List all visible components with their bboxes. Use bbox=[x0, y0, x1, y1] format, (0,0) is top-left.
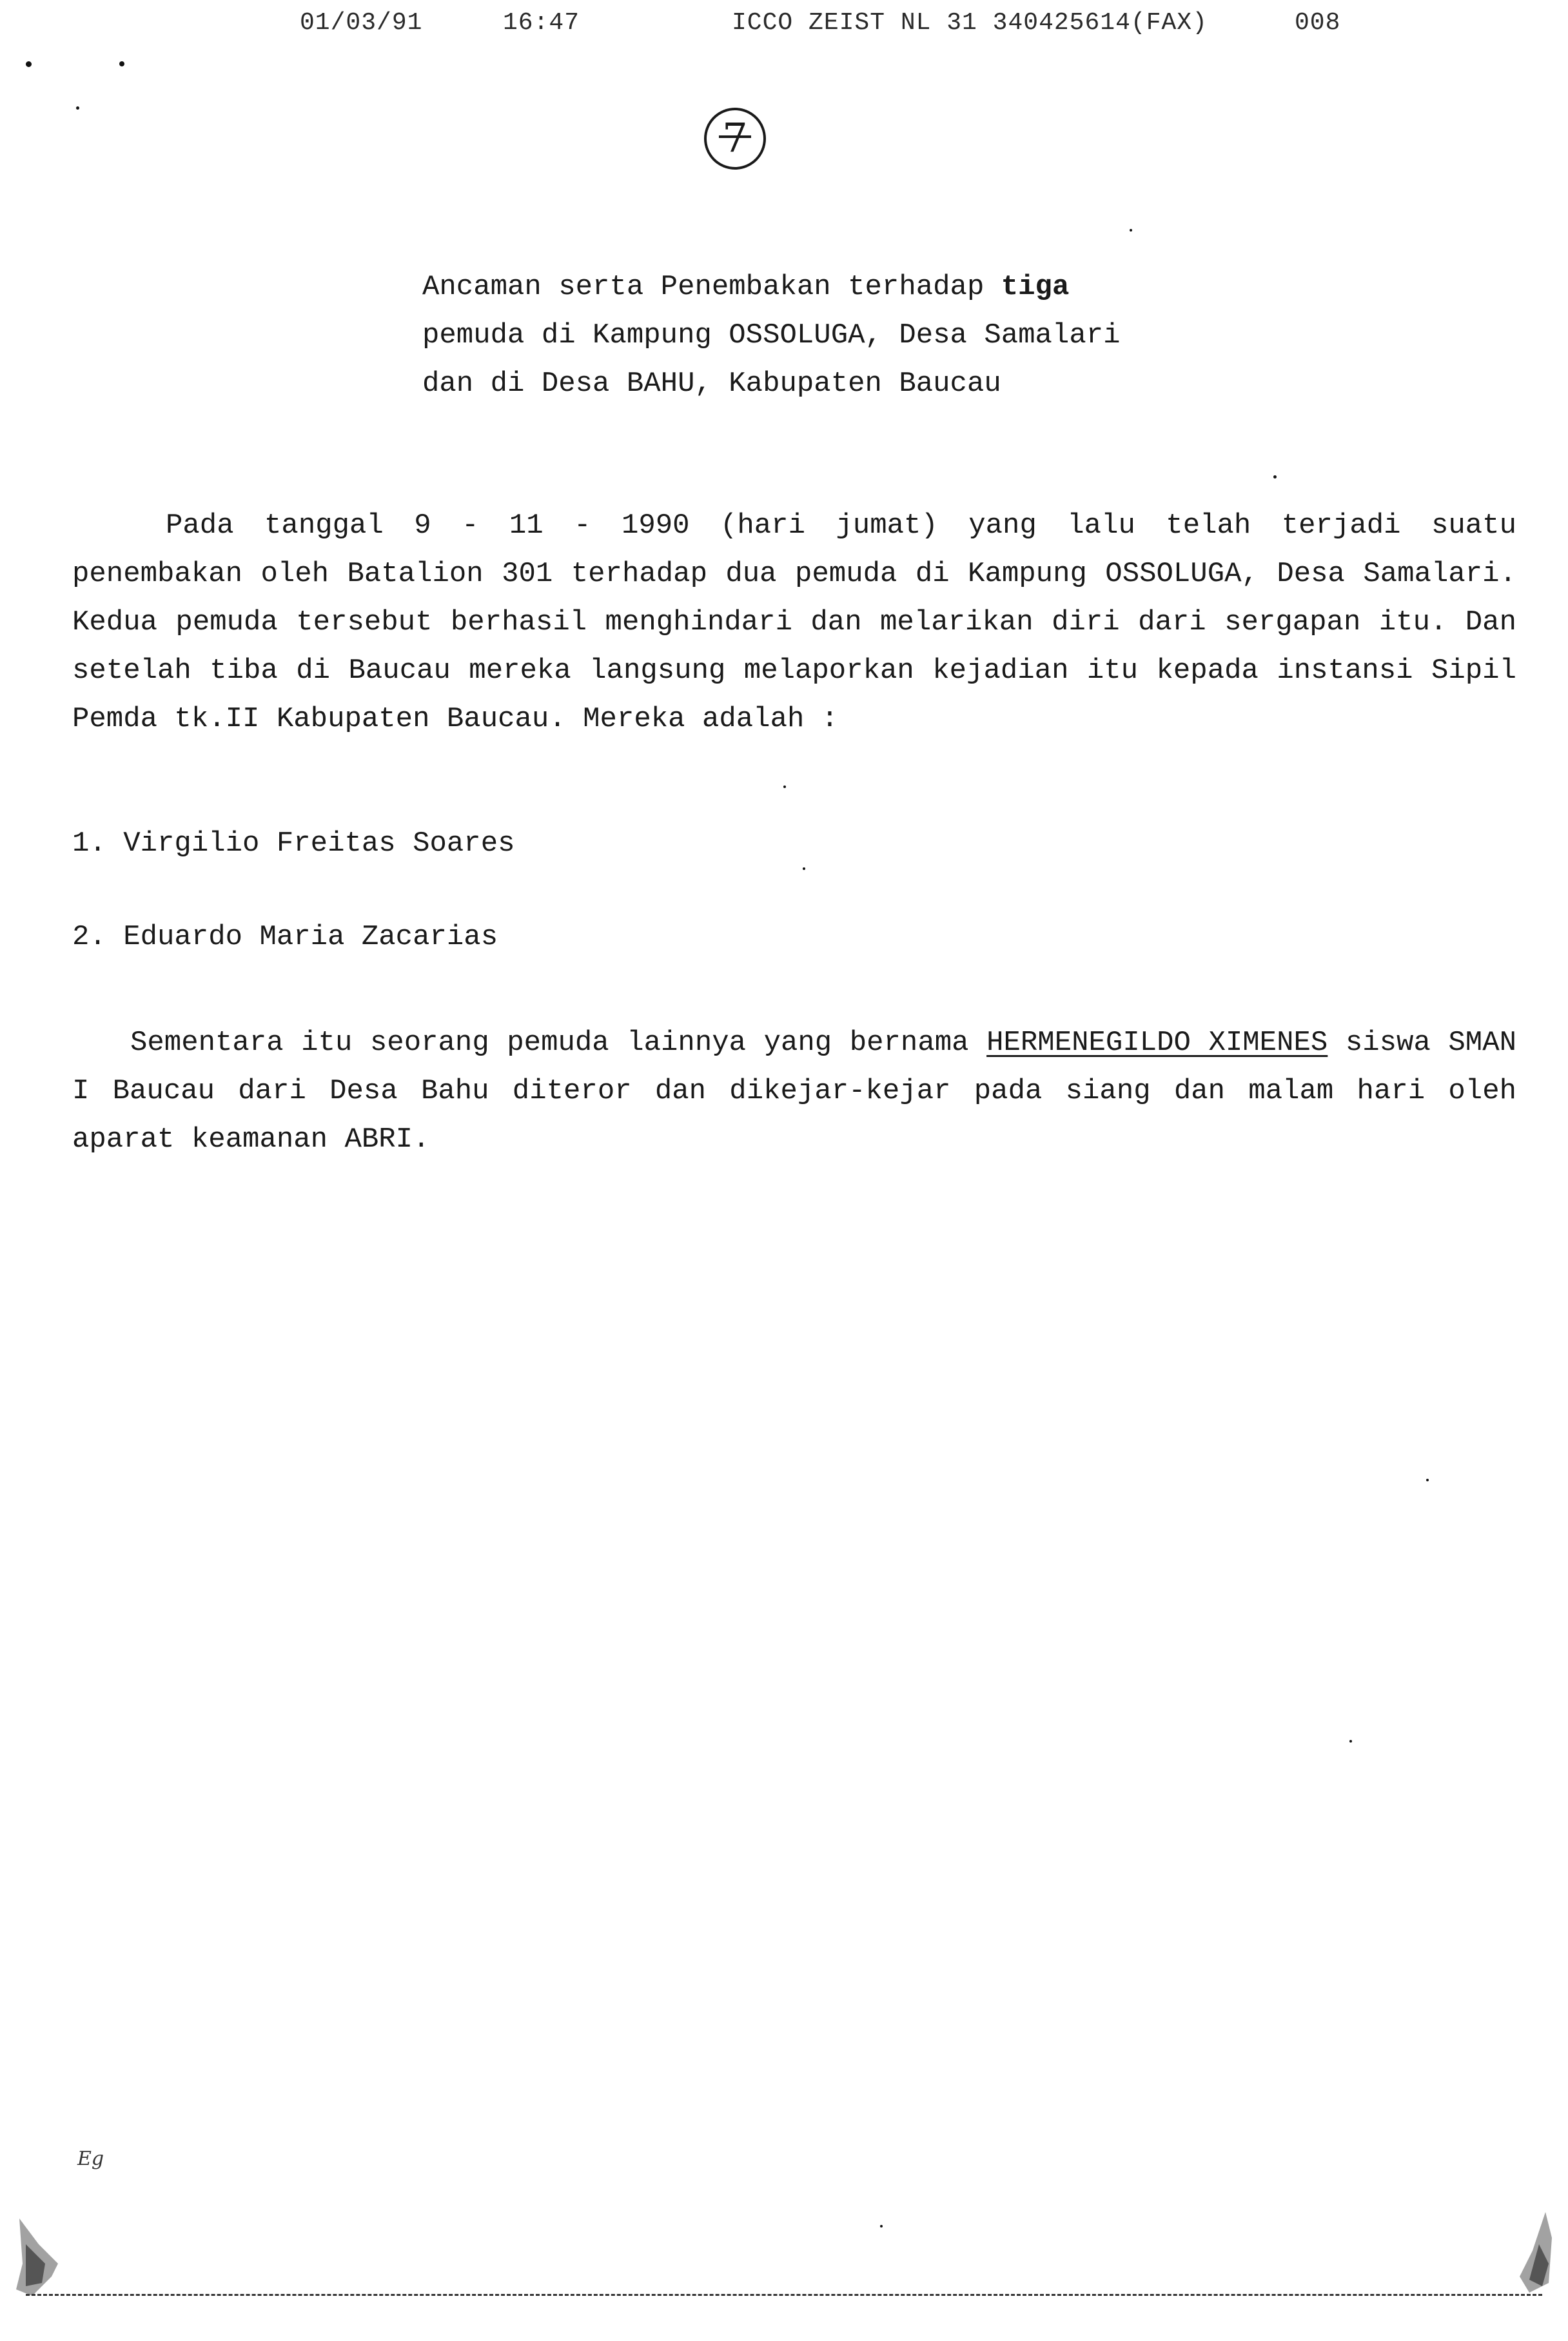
speckle bbox=[880, 2225, 883, 2227]
fax-header bbox=[0, 5, 1568, 44]
page-bottom-rule bbox=[26, 2294, 1542, 2296]
name-list bbox=[72, 827, 515, 1014]
speckle bbox=[1273, 475, 1277, 479]
speckle bbox=[76, 106, 79, 110]
fax-page-number: 008 bbox=[1295, 9, 1341, 37]
speckle bbox=[1130, 229, 1132, 232]
title-line-1-text: Ancaman serta Penembakan terhadap bbox=[422, 271, 1001, 303]
list-item: 2. Eduardo Maria Zacarias bbox=[72, 921, 498, 953]
handwritten-initials: Eg bbox=[77, 2148, 104, 2170]
document-title bbox=[422, 263, 1325, 408]
paragraph-2-end: siswa SMAN I Baucau dari Desa Bahu diteror dan dikejar-kejar pada siang dan malam hari oleh aparat keamanan ABRI. bbox=[72, 1027, 1517, 1156]
paragraph-2-start: Sementara itu seorang pemuda lainnya yang bernama bbox=[130, 1027, 987, 1059]
list-item: 1. Virgilio Freitas Soares bbox=[72, 827, 515, 860]
title-line-2: pemuda di Kampung OSSOLUGA, Desa Samalari bbox=[422, 319, 1121, 351]
speckle bbox=[783, 785, 786, 788]
fax-date: 01/03/91 bbox=[300, 9, 423, 37]
scan-smudge bbox=[1484, 2206, 1555, 2296]
underlined-name: HERMENEGILDO XIMENES bbox=[986, 1027, 1328, 1059]
speckle bbox=[26, 61, 32, 67]
handwritten-page-number bbox=[700, 103, 770, 174]
title-line-3: dan di Desa BAHU, Kabupaten Baucau bbox=[422, 368, 1001, 400]
title-line-1 bbox=[422, 263, 1325, 311]
speckle bbox=[1349, 1740, 1352, 1743]
fax-sender: ICCO ZEIST NL 31 340425614(FAX) bbox=[732, 9, 1208, 37]
title-emphasis: tiga bbox=[1001, 271, 1070, 303]
speckle bbox=[1426, 1479, 1429, 1481]
speckle bbox=[803, 867, 805, 870]
paragraph-2 bbox=[72, 1019, 1516, 1164]
speckle bbox=[119, 61, 124, 66]
fax-time: 16:47 bbox=[503, 9, 580, 37]
paragraph-1: Pada tanggal 9 - 11 - 1990 (hari jumat) yang lalu telah terjadi suatu penembakan oleh Batalion 301 terhadap dua pemuda di Kampung OSSOLUGA, Desa Samalari. Kedua pemuda tersebut berhasil menghindari dan melarikan diri dari sergapan itu. Dan setelah tiba di Baucau mereka langsung melaporkan kejadian itu kepada instansi Sipil Pemda tk.II Kabupaten Baucau. Mereka adalah : bbox=[72, 509, 1516, 735]
scan-smudge bbox=[13, 2206, 97, 2302]
svg-text:7: 7 bbox=[722, 114, 748, 161]
